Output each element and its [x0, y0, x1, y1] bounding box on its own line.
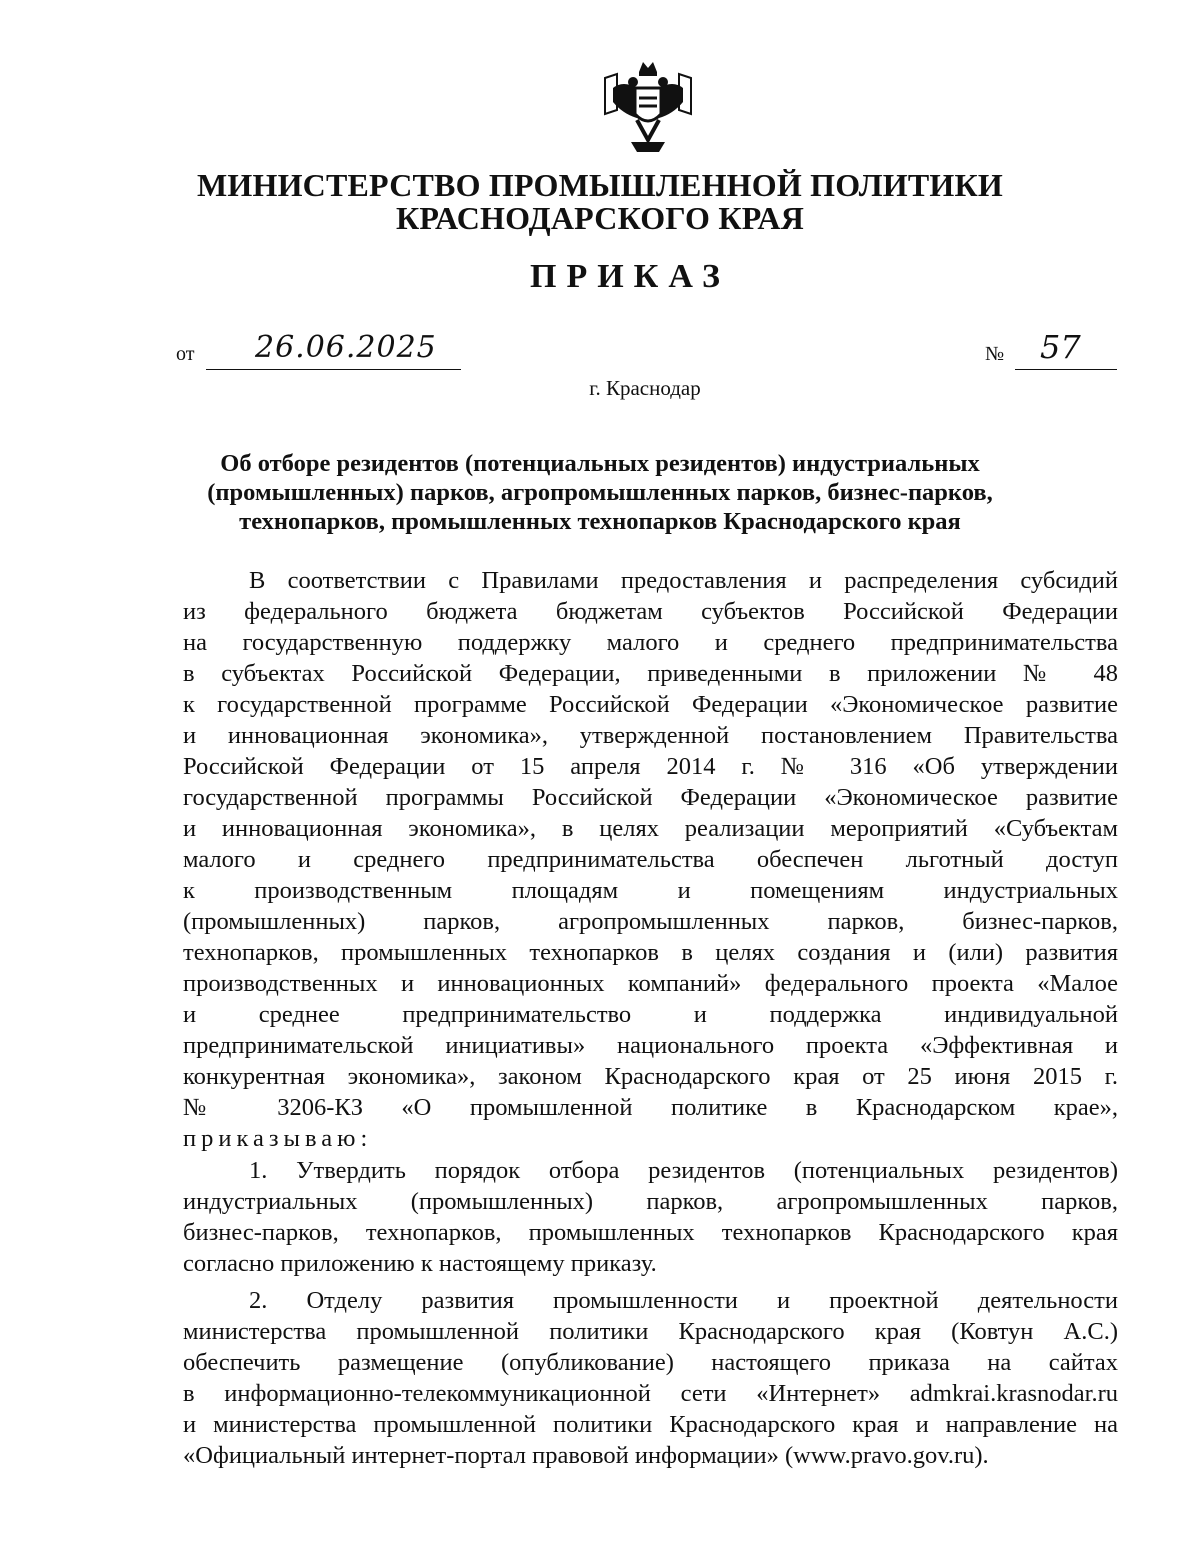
item-1-line: бизнес-парков, технопарков, промышленных технопарков Краснодарского края: [183, 1219, 1118, 1246]
item-2-line: «Официальный интернет-портал правовой информации» (www.pravo.gov.ru).: [183, 1442, 989, 1469]
body-line: в субъектах Российской Федерации, приведенными в приложении № 48: [183, 660, 1118, 687]
directive-word: приказываю:: [183, 1125, 373, 1152]
body-line: технопарков, промышленных технопарков в целях создания и (или) развития: [183, 939, 1118, 966]
body-line: и инновационная экономика», в целях реализации мероприятий «Субъектам: [183, 815, 1118, 842]
body-line: конкурентная экономика», законом Краснодарского края от 25 июня 2015 г.: [183, 1063, 1118, 1090]
body-line: к производственным площадям и помещениям индустриальных: [183, 877, 1118, 904]
body-line: и среднее предпринимательство и поддержка индивидуальной: [183, 1001, 1118, 1028]
body-line: В соответствии с Правилами предоставления и распределения субсидий: [249, 567, 1118, 594]
item-2-line: министерства промышленной политики Краснодарского края (Ковтун А.С.): [183, 1318, 1118, 1345]
order-number: 57: [1040, 328, 1081, 366]
body-line: на государственную поддержку малого и среднего предпринимательства: [183, 629, 1118, 656]
subject-line: Об отборе резидентов (потенциальных резидентов) индустриальных: [220, 450, 980, 477]
coat-of-arms-emblem: [603, 58, 693, 156]
ministry-name-line-2: КРАСНОДАРСКОГО КРАЯ: [395, 200, 805, 236]
subject-line: технопарков, промышленных технопарков Краснодарского края: [239, 508, 961, 535]
body-line: № 3206-КЗ «О промышленной политике в Краснодарском крае»,: [183, 1094, 1118, 1121]
order-date: 26.06.2025: [255, 330, 437, 365]
date-label: от: [176, 343, 195, 365]
ministry-name-line-1: МИНИСТЕРСТВО ПРОМЫШЛЕННОЙ ПОЛИТИКИ: [196, 167, 1003, 203]
body-line: (промышленных) парков, агропромышленных парков, бизнес-парков,: [183, 908, 1118, 935]
body-line: Российской Федерации от 15 апреля 2014 г. № 316 «Об утверждении: [183, 753, 1118, 780]
date-underline: [206, 369, 461, 370]
body-line: и инновационная экономика», утвержденной постановлением Правительства: [183, 722, 1118, 749]
subject-line: (промышленных) парков, агропромышленных парков, бизнес-парков,: [207, 479, 993, 506]
body-line: предпринимательской инициативы» национального проекта «Эффективная и: [183, 1032, 1118, 1059]
item-1-line: согласно приложению к настоящему приказу.: [183, 1250, 657, 1277]
body-line: к государственной программе Российской Федерации «Экономическое развитие: [183, 691, 1118, 718]
body-line: государственной программы Российской Федерации «Экономическое развитие: [183, 784, 1118, 811]
item-2-line: в информационно-телекоммуникационной сети «Интернет» admkrai.krasnodar.ru: [183, 1380, 1118, 1407]
item-2-line: и министерства промышленной политики Краснодарского края и направление на: [183, 1411, 1118, 1438]
body-line: производственных и инновационных компаний» федерального проекта «Малое: [183, 970, 1118, 997]
number-underline: [1015, 369, 1117, 370]
number-label: №: [985, 343, 1005, 365]
body-line: из федерального бюджета бюджетам субъектов Российской Федерации: [183, 598, 1118, 625]
city: г. Краснодар: [589, 376, 701, 400]
item-1-line: 1. Утвердить порядок отбора резидентов (потенциальных резидентов): [249, 1157, 1118, 1184]
order-title: ПРИКАЗ: [530, 258, 730, 295]
item-2-line: 2. Отделу развития промышленности и проектной деятельности: [249, 1287, 1118, 1314]
body-line: малого и среднего предпринимательства обеспечен льготный доступ: [183, 846, 1118, 873]
item-2-line: обеспечить размещение (опубликование) настоящего приказа на сайтах: [183, 1349, 1118, 1376]
item-1-line: индустриальных (промышленных) парков, агропромышленных парков,: [183, 1188, 1118, 1215]
